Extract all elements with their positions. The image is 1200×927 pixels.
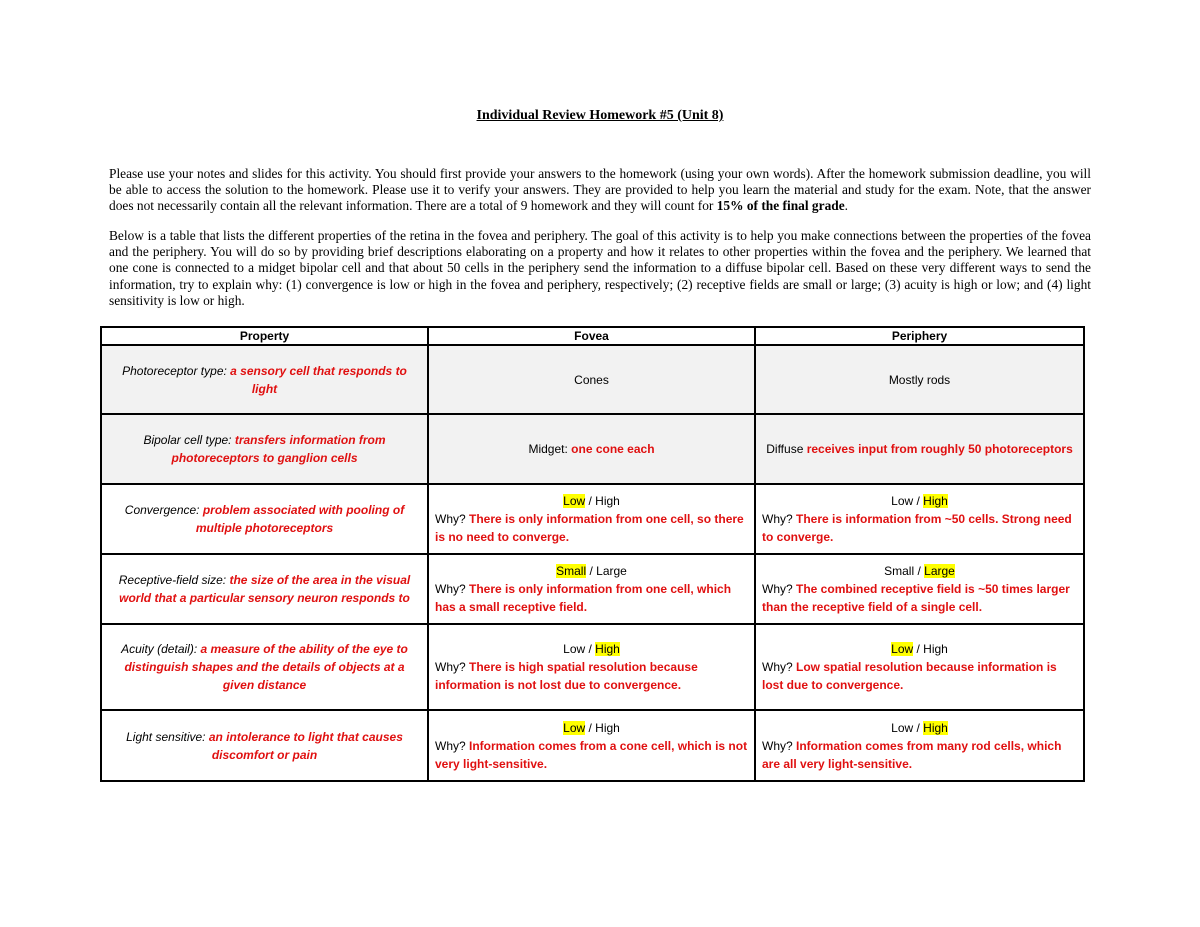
fovea-choice (435, 562, 748, 580)
option-separator: / (585, 720, 596, 735)
option-separator: / (913, 720, 924, 735)
why-label: Why? (762, 660, 797, 674)
periphery-option-high: High (923, 642, 948, 656)
header-property: Property (101, 327, 428, 345)
header-periphery: Periphery (755, 327, 1084, 345)
option-separator: / (585, 642, 596, 656)
property-label: Acuity (detail): (121, 642, 201, 656)
fovea-explanation (435, 510, 748, 546)
property-label: Photoreceptor type: (122, 363, 231, 378)
retina-properties-table (100, 326, 1085, 782)
periphery-answer: There is information from ~50 cells. Strong need to converge. (762, 512, 1072, 544)
periphery-answer: Low spatial resolution because information is lost due to convergence. (762, 660, 1057, 692)
option-separator: / (914, 564, 925, 578)
fovea-cell (428, 484, 755, 554)
table-row (101, 484, 1084, 554)
why-label: Why? (435, 738, 470, 753)
property-definition: the size of the area in the visual world that a particular sensory neuron responds to (119, 573, 411, 605)
periphery-cell (755, 345, 1084, 414)
fovea-cell (428, 345, 755, 414)
fovea-answer: one cone each (571, 442, 655, 456)
option-separator: / (586, 564, 597, 578)
periphery-explanation (762, 658, 1077, 694)
table-row (101, 554, 1084, 624)
option-separator: / (913, 494, 924, 508)
fovea-explanation (435, 580, 748, 616)
property-definition: a sensory cell that responds to light (230, 363, 407, 396)
property-cell (101, 414, 428, 484)
property-label: Light sensitive: (126, 729, 209, 744)
fovea-value-prefix: Midget: (528, 442, 572, 456)
fovea-option-large: Large (596, 564, 627, 578)
fovea-option-high: High (595, 494, 620, 508)
periphery-explanation (762, 580, 1077, 616)
why-label: Why? (435, 582, 470, 596)
activity-description-paragraph: Below is a table that lists the different properties of the retina in the fovea and periphery. The goal of this activity is to help you make connections between the properties of the fovea and the periphery. You will do so by providing brief descriptions elaborating on a property and how it relates to other properties within the fovea and the periphery. We learned that one cone is connected to a midget bipolar cell and that about 50 cells in the periphery send the information to a diffuse bipolar cell. Based on these very different ways to send the information, try to explain why: (1) convergence is low or high in the fovea and periphery, respectively; (2) receptive fields are small or large; (3) acuity is high or low; and (4) light sensitivity is low or high. (109, 228, 1091, 308)
instructions-end: . (844, 198, 849, 214)
property-cell (101, 484, 428, 554)
periphery-cell (755, 624, 1084, 710)
fovea-choice (435, 640, 748, 658)
why-label: Why? (435, 512, 470, 526)
fovea-cell (428, 624, 755, 710)
property-cell (101, 624, 428, 710)
periphery-choice (762, 719, 1077, 737)
periphery-option-high: High (923, 720, 948, 735)
property-cell (101, 710, 428, 781)
fovea-option-high: High (595, 720, 620, 735)
why-label: Why? (762, 738, 797, 753)
why-label: Why? (762, 582, 797, 596)
periphery-choice (762, 640, 1077, 658)
fovea-option-low: Low (563, 642, 586, 656)
fovea-option-high: High (595, 642, 620, 656)
fovea-answer: There is high spatial resolution because information is not lost due to convergence. (435, 660, 698, 692)
periphery-value: Mostly rods (888, 372, 951, 387)
periphery-option-low: Low (891, 720, 914, 735)
property-label: Receptive-field size: (118, 573, 230, 587)
fovea-explanation (435, 737, 748, 773)
periphery-option-small: Small (884, 564, 915, 578)
option-separator: / (913, 642, 924, 656)
grade-weight: 15% of the final grade (716, 198, 845, 214)
table-header-row (101, 327, 1084, 345)
table-row (101, 710, 1084, 781)
fovea-option-low: Low (563, 494, 586, 508)
fovea-choice (435, 719, 748, 737)
fovea-option-small: Small (556, 564, 587, 578)
fovea-explanation (435, 658, 748, 694)
periphery-answer: The combined receptive field is ~50 times larger than the receptive field of a single cell. (762, 582, 1070, 614)
periphery-value-prefix: Diffuse (766, 442, 807, 456)
table-row (101, 414, 1084, 484)
header-fovea: Fovea (428, 327, 755, 345)
fovea-choice (435, 492, 748, 510)
periphery-cell (755, 554, 1084, 624)
fovea-option-low: Low (563, 720, 586, 735)
fovea-cell (428, 414, 755, 484)
periphery-cell (755, 484, 1084, 554)
property-label: Bipolar cell type: (143, 433, 235, 447)
property-cell (101, 554, 428, 624)
fovea-value: Cones (574, 372, 609, 387)
why-label: Why? (435, 660, 470, 674)
fovea-cell (428, 554, 755, 624)
periphery-cell (755, 414, 1084, 484)
periphery-option-high: High (923, 494, 948, 508)
fovea-cell (428, 710, 755, 781)
fovea-answer: Information comes from a cone cell, which is not very light-sensitive. (435, 738, 748, 771)
periphery-option-low: Low (891, 494, 914, 508)
property-definition: transfers information from photoreceptors to ganglion cells (171, 433, 386, 465)
property-definition: an intolerance to light that causes discomfort or pain (208, 729, 403, 762)
periphery-explanation (762, 510, 1077, 546)
property-definition: a measure of the ability of the eye to distinguish shapes and the details of objects at a given distance (124, 642, 408, 692)
periphery-choice (762, 562, 1077, 580)
instructions-paragraph (109, 166, 1091, 215)
fovea-answer: There is only information from one cell, so there is no need to converge. (435, 512, 744, 544)
periphery-answer: Information comes from many rod cells, which are all very light-sensitive. (762, 738, 1062, 771)
table-row (101, 345, 1084, 414)
periphery-option-large: Large (924, 564, 955, 578)
instructions-text: Please use your notes and slides for this activity. You should first provide your answers to the homework (using your own words). After the homework submission deadline, you will be able to access the solution to the homework. Please use it to verify your answers. They are provided to help you learn the material and study for the exam. Note, that the answer does not necessarily contain all the relevant information. There are a total of 9 homework and they will count for (109, 166, 1091, 214)
periphery-answer: receives input from roughly 50 photoreceptors (806, 442, 1073, 456)
property-label: Convergence: (124, 503, 203, 517)
document-title: Individual Review Homework #5 (Unit 8) (476, 108, 724, 123)
option-separator: / (585, 494, 596, 508)
why-label: Why? (762, 512, 797, 526)
property-definition: problem associated with pooling of multiple photoreceptors (195, 503, 405, 535)
periphery-explanation (762, 737, 1077, 773)
property-cell (101, 345, 428, 414)
fovea-answer: There is only information from one cell, which has a small receptive field. (435, 582, 732, 614)
periphery-choice (762, 492, 1077, 510)
periphery-cell (755, 710, 1084, 781)
table-row (101, 624, 1084, 710)
periphery-option-low: Low (891, 642, 914, 656)
